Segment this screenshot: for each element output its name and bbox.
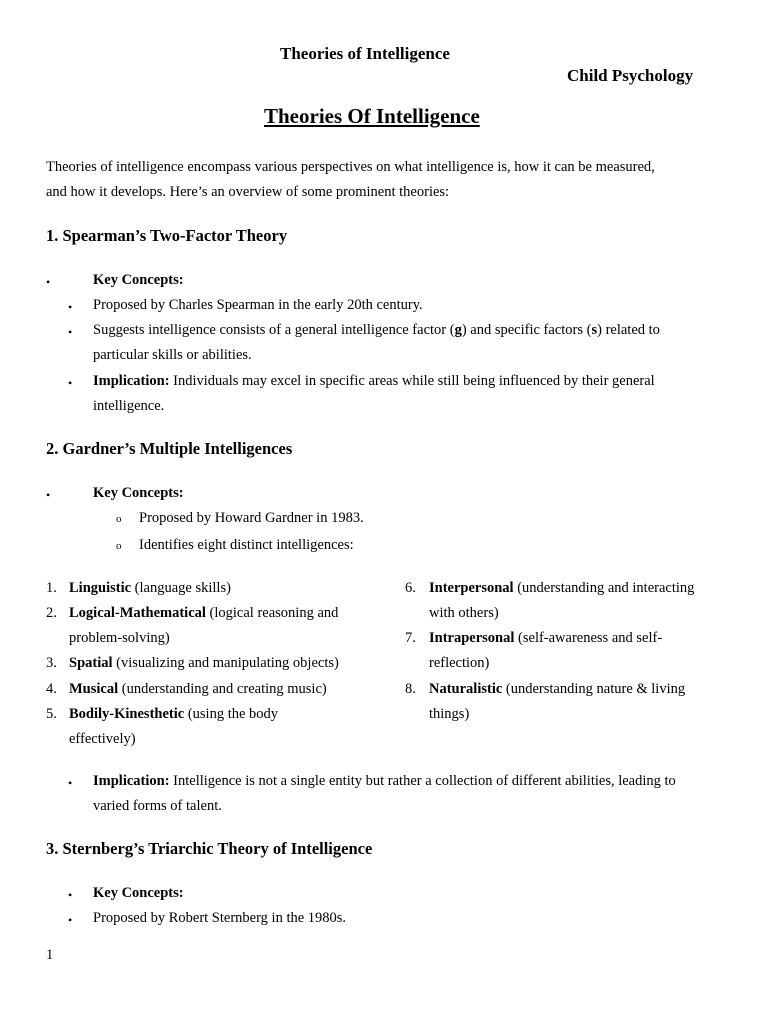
s1-item-2-cont: particular skills or abilities. xyxy=(93,347,252,363)
list-number: 2. xyxy=(46,605,57,621)
bullet-icon: • xyxy=(68,300,73,314)
s1-item-2: Suggests intelligence consists of a general intelligence factor (g) and specific factors (s) related to xyxy=(93,322,660,338)
s1-key-concepts: Key Concepts: xyxy=(93,272,184,288)
document-header-title: Theories of Intelligence xyxy=(280,44,450,63)
list-item-cont: reflection) xyxy=(429,655,490,671)
s1-implication: Implication: Individuals may excel in specific areas while still being influenced by their general xyxy=(93,373,655,389)
bullet-icon: • xyxy=(68,776,73,790)
list-item: Linguistic (language skills) xyxy=(69,580,231,596)
list-item: Naturalistic (understanding nature & living xyxy=(429,681,686,697)
document-header-subject: Child Psychology xyxy=(567,66,694,85)
list-number: 4. xyxy=(46,681,57,697)
section-3-heading: 3. Sternberg’s Triarchic Theory of Intelligence xyxy=(46,839,373,858)
list-item-cont: things) xyxy=(429,706,470,722)
s2-sub-1: Proposed by Howard Gardner in 1983. xyxy=(139,510,364,526)
s3-item-1: Proposed by Robert Sternberg in the 1980s. xyxy=(93,910,347,926)
intro-line-2: and how it develops. Here’s an overview of some prominent theories: xyxy=(46,184,450,200)
list-number: 3. xyxy=(46,655,57,671)
page-number: 1 xyxy=(46,947,54,963)
list-number: 5. xyxy=(46,706,57,722)
list-item: Interpersonal (understanding and interacting xyxy=(429,580,695,596)
section-2-heading: 2. Gardner’s Multiple Intelligences xyxy=(46,439,293,458)
circle-bullet-icon: o xyxy=(116,513,122,525)
intro-line-1: Theories of intelligence encompass various perspectives on what intelligence is, how it can be measured, xyxy=(46,159,655,175)
list-item: Logical-Mathematical (logical reasoning and xyxy=(69,605,339,621)
bullet-icon: • xyxy=(68,913,73,927)
list-number: 8. xyxy=(405,681,416,697)
s1-item-1: Proposed by Charles Spearman in the early 20th century. xyxy=(93,297,423,313)
list-item-cont: problem-solving) xyxy=(69,630,170,646)
circle-bullet-icon: o xyxy=(116,540,122,552)
bullet-icon: • xyxy=(68,376,73,390)
list-number: 7. xyxy=(405,630,416,646)
section-1-heading: 1. Spearman’s Two-Factor Theory xyxy=(46,226,288,245)
s2-key-concepts: Key Concepts: xyxy=(93,485,184,501)
bullet-icon: • xyxy=(46,488,51,502)
list-number: 6. xyxy=(405,580,416,596)
s3-key-concepts: Key Concepts: xyxy=(93,885,184,901)
list-item: Intrapersonal (self-awareness and self- xyxy=(429,630,663,646)
list-item-cont: effectively) xyxy=(69,731,136,747)
s2-sub-2: Identifies eight distinct intelligences: xyxy=(139,537,354,553)
s2-implication-cont: varied forms of talent. xyxy=(93,798,222,814)
list-number: 1. xyxy=(46,580,57,596)
list-item-cont: with others) xyxy=(429,605,499,621)
bullet-icon: • xyxy=(68,888,73,902)
list-item: Spatial (visualizing and manipulating objects) xyxy=(69,655,339,671)
page-title: Theories Of Intelligence xyxy=(264,104,480,128)
bullet-icon: • xyxy=(68,325,73,339)
list-item: Bodily-Kinesthetic (using the body xyxy=(69,706,279,722)
list-item: Musical (understanding and creating music) xyxy=(69,681,327,697)
s2-implication: Implication: Intelligence is not a single entity but rather a collection of different abilities, leading to xyxy=(93,773,676,789)
s1-implication-cont: intelligence. xyxy=(93,398,165,414)
bullet-icon: • xyxy=(46,275,51,289)
